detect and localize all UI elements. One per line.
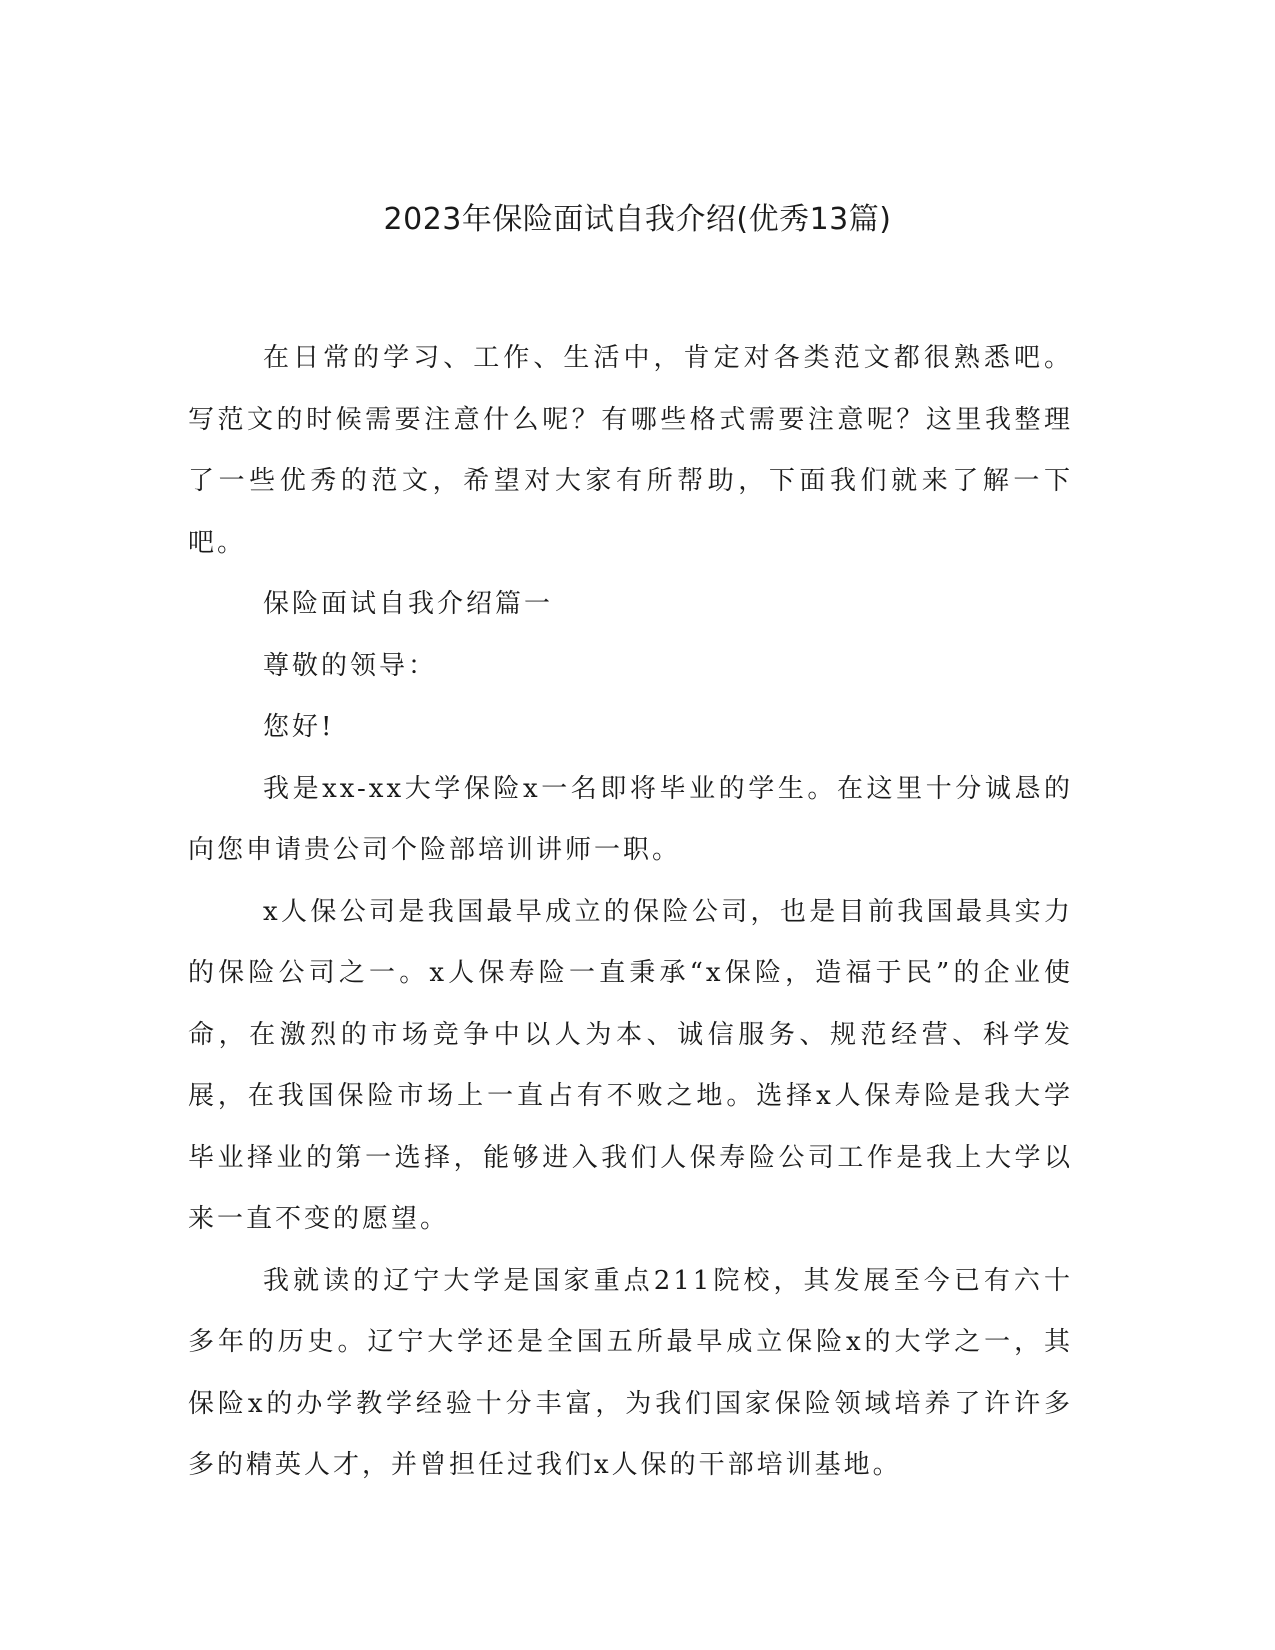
document-body [188, 328, 1073, 1497]
paragraph-intro: 在日常的学习、工作、生活中，肯定对各类范文都很熟悉吧。写范文的时候需要注意什么呢？有哪些格式需要注意呢？这里我整理了一些优秀的范文，希望对大家有所帮助，下面我们就来了解一下吧。 [188, 343, 1073, 558]
salutation: 尊敬的领导： [263, 650, 438, 681]
section-heading: 保险面试自我介绍篇一 [263, 589, 554, 619]
paragraph-company: x人保公司是我国最早成立的保险公司，也是目前我国最具实力的保险公司之一。x人保寿险一直秉承“x保险，造福于民”的企业使命，在激烈的市场竞争中以人为本、诚信服务、规范经营、科学发展，在我国保险市场上一直占有不败之地。选择x人保寿险是我大学毕业择业的第一选择，能够进入我们人保寿险公司工作是我上大学以来一直不变的愿望。 [188, 896, 1073, 1234]
document-title: 2023年保险面试自我介绍(优秀13篇) [383, 202, 892, 237]
paragraph-application: 我是xx-xx大学保险x一名即将毕业的学生。在这里十分诚恳的向您申请贵公司个险部培训讲师一职。 [188, 773, 1073, 865]
paragraph-university: 我就读的辽宁大学是国家重点211院校，其发展至今已有六十多年的历史。辽宁大学还是全国五所最早成立保险x的大学之一，其保险x的办学教学经验十分丰富，为我们国家保险领域培养了许许多多的精英人才，并曾担任过我们x人保的干部培训基地。 [188, 1265, 1073, 1480]
greeting: 您好! [263, 712, 335, 742]
